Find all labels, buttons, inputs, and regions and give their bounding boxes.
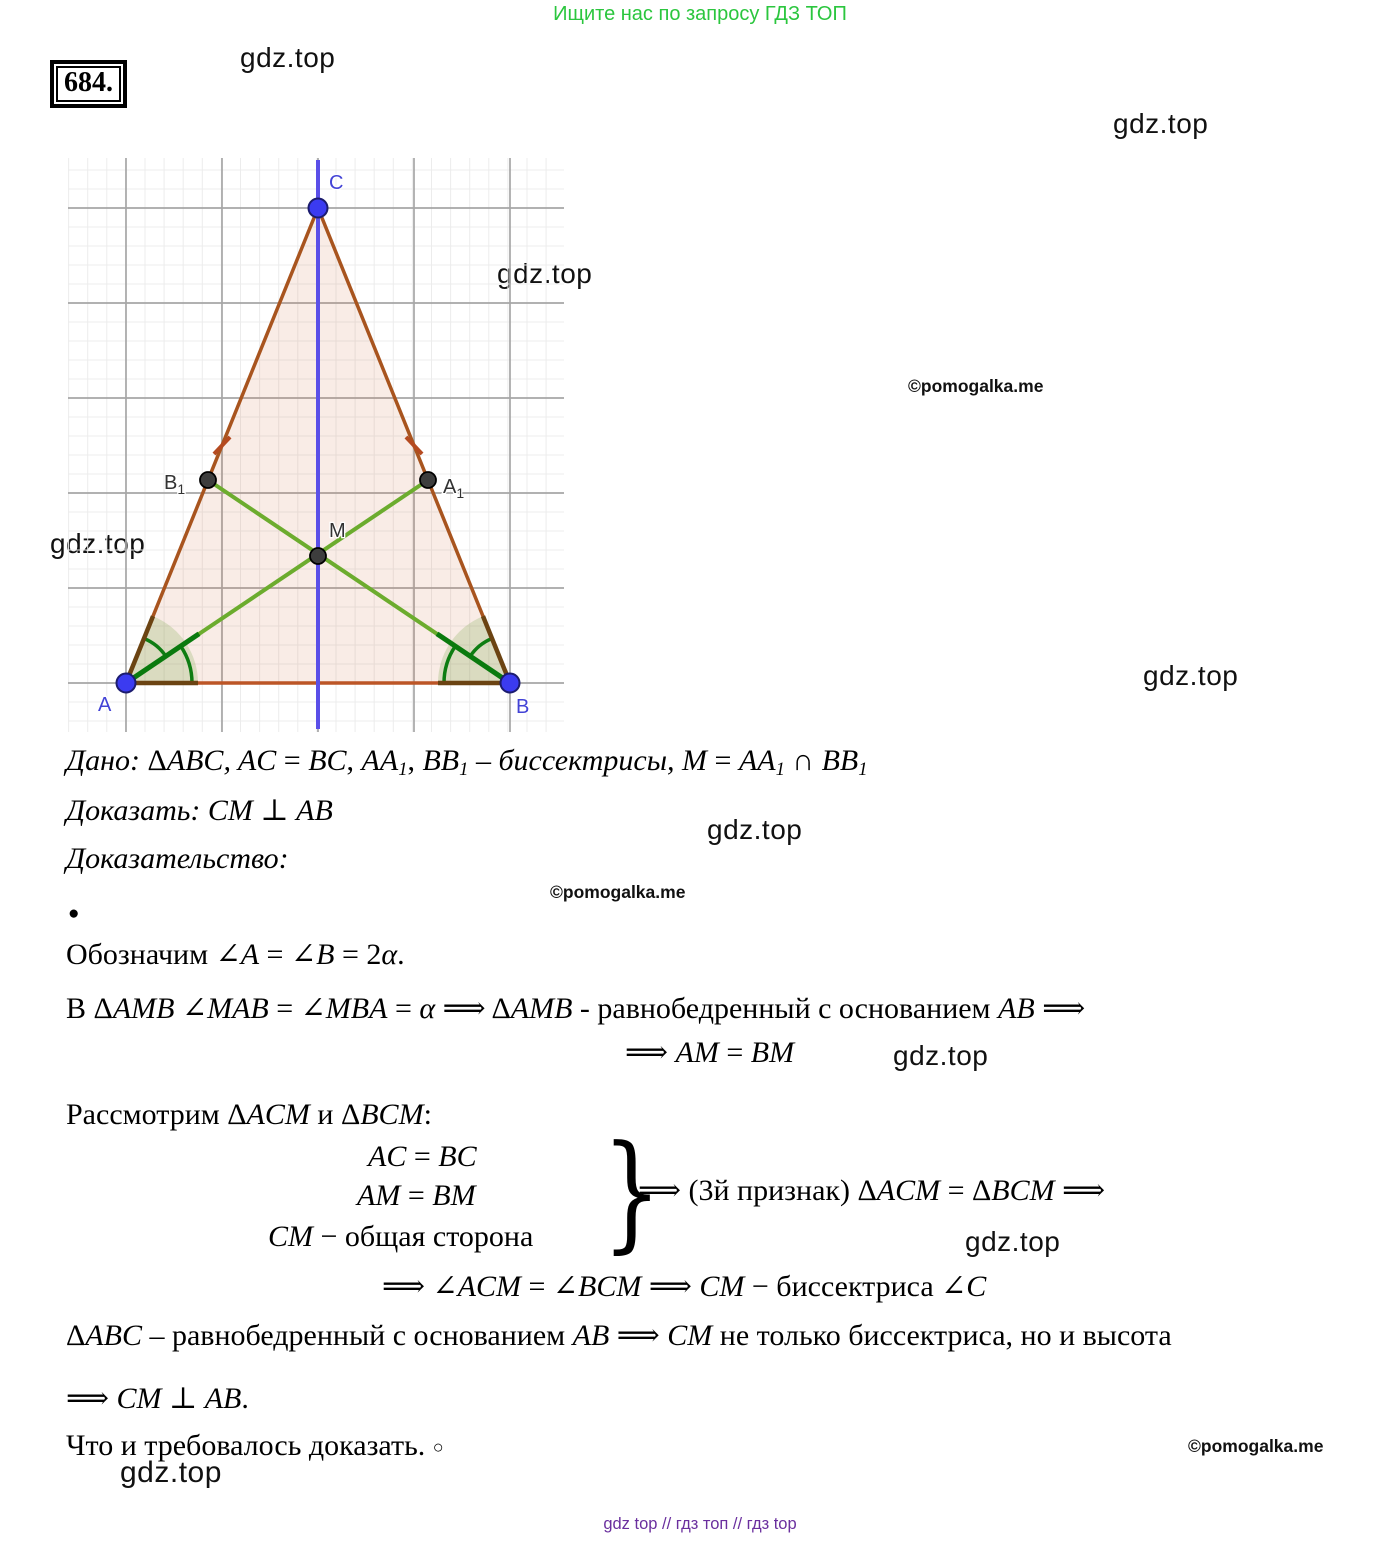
system-line-1: AC = BC (368, 1140, 477, 1173)
watermark-gdz-5: gdz.top (1143, 660, 1239, 691)
given-line: Дано: ΔABC, AC = BC, $AA_1$, $BB_1$ – биссектрисы, $M = AA_1$ ∩ $BB_1$ (66, 744, 868, 781)
system-line-3: CM − общая сторона (268, 1220, 534, 1253)
geometry-figure (68, 158, 564, 732)
problem-number: 684. (56, 66, 121, 102)
figure-label-A: A (98, 694, 112, 716)
watermark-gdz-9: gdz.top (120, 1456, 222, 1489)
figure-label-M: M (329, 520, 346, 542)
watermark-gdz-8: gdz.top (965, 1226, 1061, 1257)
watermark-gdz-4: gdz.top (50, 528, 146, 559)
proof-line-7: ΔABC – равнобедренный с основанием AB ⟹ CM не только биссектриса, но и высота (66, 1319, 1172, 1352)
footer-links: gdz top // гдз топ // гдз top (603, 1515, 797, 1533)
proof-line-5: ⟹ (3й признак) ΔACM = ΔBCM ⟹ (638, 1174, 1106, 1207)
watermark-gdz-6: gdz.top (707, 814, 803, 845)
figure-label-C: C (329, 172, 344, 194)
proof-line-6: ⟹ ∠ACM = ∠BCM ⟹ CM − биссектриса ∠C (382, 1270, 987, 1303)
figure-label-B1: $B_1$ (164, 472, 186, 497)
qed-line: Что и требовалось доказать. ○ (66, 1429, 444, 1462)
watermark-gdz-7: gdz.top (893, 1040, 989, 1071)
proof-bullet: ● (68, 903, 80, 924)
proof-line-2: В ΔAMB ∠MAB = ∠MBA = α ⟹ ΔAMB - равнобедренный с основанием AB ⟹ (66, 992, 1086, 1025)
figure-label-B: B (516, 696, 530, 718)
proof-header-line: Доказательство: (66, 842, 289, 875)
to-prove-line: Доказать: CM ⊥ AB (66, 794, 333, 827)
watermark-gdz-1: gdz.top (240, 42, 336, 73)
watermark-pomogalka-3: ©pomogalka.me (1188, 1436, 1324, 1456)
proof-line-1: Обозначим ∠A = ∠B = 2α. (66, 938, 405, 971)
proof-line-3: ⟹ AM = BM (625, 1036, 795, 1069)
system-brace: } (602, 1117, 662, 1266)
watermark-gdz-3: gdz.top (497, 258, 593, 289)
system-line-2: AM = BM (357, 1179, 476, 1212)
watermark-gdz-2: gdz.top (1113, 108, 1209, 139)
figure-label-A1: $A_1$ (443, 476, 465, 501)
promo-banner: Ищите нас по запросу ГДЗ ТОП (553, 3, 847, 25)
watermark-pomogalka-2: ©pomogalka.me (550, 882, 686, 902)
proof-line-4: Рассмотрим ΔACM и ΔBCM: (66, 1098, 432, 1131)
problem-number-box (50, 60, 127, 108)
watermark-pomogalka-1: ©pomogalka.me (908, 376, 1044, 396)
proof-line-8: ⟹ CM ⊥ AB. (66, 1382, 249, 1415)
